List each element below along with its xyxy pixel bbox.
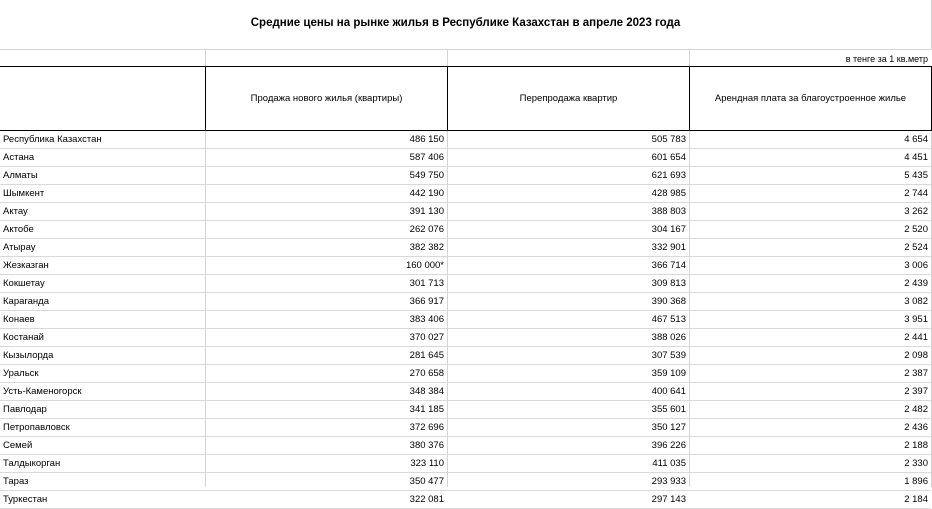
header-divider (447, 66, 448, 131)
cell-resale: 601 654 (651, 152, 686, 163)
cell-resale: 366 714 (651, 260, 686, 271)
cell-resale: 297 143 (651, 494, 686, 505)
cell-region: Усть-Каменогорск (3, 386, 82, 397)
cell-region: Кызылорда (3, 350, 54, 361)
cell-region: Актобе (3, 224, 34, 235)
cell-rent: 2 439 (904, 278, 928, 289)
cell-rent: 2 482 (904, 404, 928, 415)
cell-rent: 5 435 (904, 170, 928, 181)
cell-new-sale: 160 000* (405, 260, 444, 271)
cell-new-sale: 587 406 (409, 152, 444, 163)
cell-rent: 2 387 (904, 368, 928, 379)
table-row (0, 167, 931, 185)
cell-resale: 400 641 (651, 386, 686, 397)
cell-region: Семей (3, 440, 33, 451)
unit-row-separator (447, 49, 448, 66)
cell-new-sale: 391 130 (409, 206, 444, 217)
table-row (0, 311, 931, 329)
cell-new-sale: 370 027 (409, 332, 444, 343)
table-row (0, 149, 931, 167)
title-row (0, 0, 932, 50)
cell-resale: 309 813 (651, 278, 686, 289)
unit-row-separator (689, 49, 690, 66)
cell-resale: 359 109 (651, 368, 686, 379)
table-row (0, 437, 931, 455)
cell-resale: 388 803 (651, 206, 686, 217)
cell-region: Костанай (3, 332, 44, 343)
cell-resale: 350 127 (651, 422, 686, 433)
table-body (0, 131, 931, 509)
cell-resale: 332 901 (651, 242, 686, 253)
cell-resale: 355 601 (651, 404, 686, 415)
cell-rent: 3 262 (904, 206, 928, 217)
cell-new-sale: 366 917 (409, 296, 444, 307)
cell-new-sale: 442 190 (409, 188, 444, 199)
unit-row (0, 49, 931, 67)
table-row (0, 293, 931, 311)
cell-new-sale: 486 150 (409, 134, 444, 145)
cell-rent: 2 330 (904, 458, 928, 469)
table-row (0, 221, 931, 239)
column-header-row (0, 67, 931, 131)
cell-region: Конаев (3, 314, 35, 325)
cell-rent: 3 951 (904, 314, 928, 325)
cell-new-sale: 281 645 (409, 350, 444, 361)
cell-new-sale: 322 081 (409, 494, 444, 505)
unit-note: в тенге за 1 кв.метр (845, 54, 928, 64)
cell-rent: 2 744 (904, 188, 928, 199)
cell-region: Туркестан (3, 494, 48, 505)
table-row (0, 329, 931, 347)
cell-rent: 4 451 (904, 152, 928, 163)
table-row (0, 419, 931, 437)
header-new-sale: Продажа нового жилья (квартиры) (250, 93, 403, 104)
cell-new-sale: 270 658 (409, 368, 444, 379)
cell-resale: 621 693 (651, 170, 686, 181)
table-row (0, 491, 931, 509)
cell-new-sale: 262 076 (409, 224, 444, 235)
cell-resale: 388 026 (651, 332, 686, 343)
cell-region: Республика Казахстан (3, 134, 102, 145)
cell-region: Кокшетау (3, 278, 45, 289)
cell-rent: 3 082 (904, 296, 928, 307)
cell-resale: 307 539 (651, 350, 686, 361)
cell-resale: 411 035 (652, 458, 686, 469)
cell-region: Шымкент (3, 188, 45, 199)
cell-region: Актау (3, 206, 28, 217)
table-row (0, 473, 931, 491)
cell-new-sale: 380 376 (409, 440, 444, 451)
cell-region: Алматы (3, 170, 38, 181)
cell-rent: 2 441 (904, 332, 928, 343)
cell-rent: 2 188 (904, 440, 928, 451)
cell-new-sale: 348 384 (409, 386, 444, 397)
cell-resale: 293 933 (651, 476, 686, 487)
table-row (0, 383, 931, 401)
cell-resale: 396 226 (651, 440, 686, 451)
cell-new-sale: 372 696 (409, 422, 444, 433)
cell-rent: 2 436 (904, 422, 928, 433)
cell-region: Атырау (3, 242, 36, 253)
cell-region: Петропавловск (3, 422, 70, 433)
table-row (0, 365, 931, 383)
cell-rent: 4 654 (904, 134, 928, 145)
cell-region: Караганда (3, 296, 49, 307)
cell-new-sale: 350 477 (409, 476, 444, 487)
cell-rent: 3 006 (904, 260, 928, 271)
table-row (0, 455, 931, 473)
table-row (0, 239, 931, 257)
table-title: Средние цены на рынке жилья в Республике Казахстан в апреле 2023 года (250, 17, 681, 29)
cell-rent: 2 520 (904, 224, 928, 235)
cell-resale: 304 167 (651, 224, 686, 235)
cell-resale: 390 368 (651, 296, 686, 307)
cell-rent: 2 397 (904, 386, 928, 397)
cell-rent: 2 184 (904, 494, 928, 505)
table-row (0, 347, 931, 365)
cell-region: Уральск (3, 368, 39, 379)
cell-region: Талдыкорган (3, 458, 61, 469)
table-row (0, 185, 931, 203)
table-row (0, 275, 931, 293)
table-row (0, 257, 931, 275)
table-row (0, 131, 931, 149)
cell-region: Тараз (3, 476, 29, 487)
table-row (0, 401, 931, 419)
unit-row-separator (205, 49, 206, 66)
cell-rent: 1 896 (904, 476, 928, 487)
cell-region: Жезказган (3, 260, 49, 271)
cell-resale: 467 513 (651, 314, 686, 325)
cell-new-sale: 323 110 (410, 458, 444, 469)
cell-new-sale: 341 185 (409, 404, 444, 415)
cell-new-sale: 301 713 (409, 278, 444, 289)
header-divider (689, 66, 690, 131)
cell-new-sale: 382 382 (409, 242, 444, 253)
table-row (0, 203, 931, 221)
cell-resale: 505 783 (651, 134, 686, 145)
cell-rent: 2 524 (904, 242, 928, 253)
header-rent: Арендная плата за благоустроенное жилье (714, 93, 907, 104)
cell-new-sale: 549 750 (409, 170, 444, 181)
cell-region: Павлодар (3, 404, 47, 415)
header-region (0, 67, 205, 130)
cell-region: Астана (3, 152, 35, 163)
cell-new-sale: 383 406 (409, 314, 444, 325)
header-divider (205, 66, 206, 131)
header-resale: Перепродажа квартир (519, 93, 618, 104)
cell-resale: 428 985 (651, 188, 686, 199)
cell-rent: 2 098 (904, 350, 928, 361)
